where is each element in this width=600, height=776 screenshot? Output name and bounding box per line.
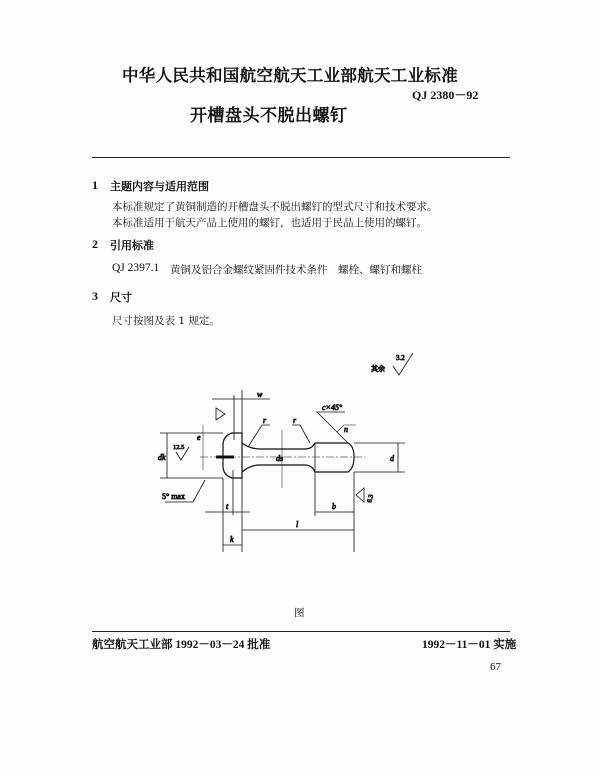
section-3-paragraph: 尺寸按图及表 1 规定。 xyxy=(112,315,220,327)
rest-label: 其余 xyxy=(371,365,385,373)
section-1-number: 1 xyxy=(92,178,98,192)
rest-roughness: 3.2 xyxy=(396,354,405,362)
r-label-head: r xyxy=(263,416,267,425)
n-label: n xyxy=(344,425,348,434)
dk-label: dk xyxy=(158,453,166,462)
ds-label: ds xyxy=(276,454,284,463)
d-label: d xyxy=(390,454,394,463)
w-label: w xyxy=(257,390,263,399)
chamfer-label: c×45° xyxy=(322,403,343,412)
figure-caption: 图 xyxy=(294,607,305,619)
screw-shank xyxy=(242,443,354,472)
section-3-number: 3 xyxy=(92,289,98,303)
roughness-head-symbol xyxy=(216,408,225,420)
r-leader-head xyxy=(248,425,270,447)
e-label: e xyxy=(197,433,201,442)
section-1-heading: 主题内容与适用范围 xyxy=(110,180,209,193)
roughness-thread-symbol xyxy=(356,488,364,502)
section-1-paragraph: 本标准规定了黄铜制造的开槽盘头不脱出螺钉的型式尺寸和技术要求。 xyxy=(112,201,438,213)
section-1-paragraph: 本标准适用于航天产品上使用的螺钉，也适用于民品上使用的螺钉。 xyxy=(112,217,427,229)
k-label: k xyxy=(230,535,234,544)
section-3-heading: 尺寸 xyxy=(110,291,132,304)
reference-title: 黄铜及铝合金螺纹紧固件技术条件 螺栓、螺钉和螺柱 xyxy=(170,264,422,276)
section-2-heading: 引用标准 xyxy=(110,239,154,252)
b-label: b xyxy=(332,502,336,511)
footer-rule xyxy=(92,631,510,632)
r-leader-shank xyxy=(292,425,310,443)
reference-code: QJ 2397.1 xyxy=(112,262,160,274)
l-label: l xyxy=(296,520,299,529)
angle-label: 5° max xyxy=(162,492,185,501)
t-label: t xyxy=(226,502,229,511)
r-label-shank: r xyxy=(293,416,297,425)
section-2-number: 2 xyxy=(92,237,98,251)
page-number: 67 xyxy=(490,661,501,673)
standard-code: QJ 2380－92 xyxy=(412,88,479,102)
roughness-thread: 6.3 xyxy=(366,493,376,504)
effective-date: 1992－11－01 实施 xyxy=(422,639,517,651)
issuing-organization: 中华人民共和国航空航天工业部航天工业标准 xyxy=(122,66,458,85)
approval-date: 航空航天工业部 1992－03－24 批准 xyxy=(92,639,271,651)
document-title: 开槽盘头不脱出螺钉 xyxy=(190,106,348,126)
roughness-slot: 12.5 xyxy=(173,444,185,451)
